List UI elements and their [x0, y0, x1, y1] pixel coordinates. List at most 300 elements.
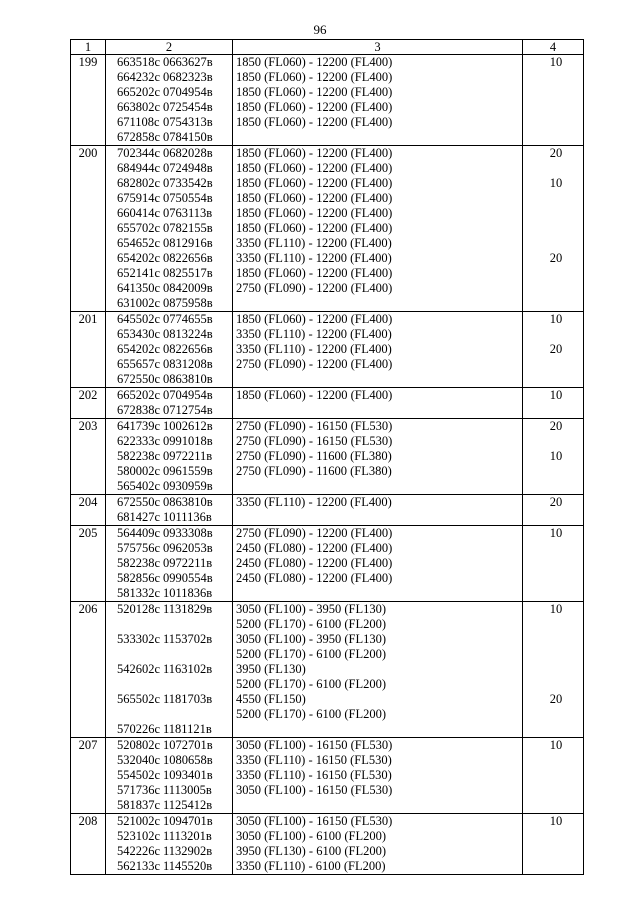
- altitude-range: 3050 (FL100) - 16150 (FL530): [236, 814, 393, 828]
- longitude-code: 1002612в: [163, 419, 213, 433]
- point-pair: [106, 722, 232, 737]
- point-pair: [106, 844, 232, 859]
- altitude-range: 5200 (FL170) - 6100 (FL200): [236, 707, 386, 721]
- row-number-cell: [71, 738, 106, 814]
- point-pair: [106, 419, 232, 434]
- longitude-code: 1163102в: [163, 662, 213, 676]
- point-pair: [106, 859, 232, 874]
- points-cell: [106, 526, 233, 602]
- latitude-code: 672550с: [117, 495, 161, 509]
- longitude-code: 1125412в: [163, 798, 213, 812]
- longitude-code: 0842009в: [163, 281, 213, 295]
- row-number-cell: [71, 312, 106, 388]
- altitude-range: 3950 (FL130): [236, 662, 306, 676]
- count-value: 10: [549, 388, 563, 402]
- altitude-range: 2750 (FL090) - 12200 (FL400): [236, 357, 393, 371]
- counts-cell: [523, 526, 584, 602]
- point-pair: [106, 388, 232, 403]
- altitude-range: 2450 (FL080) - 12200 (FL400): [236, 556, 393, 570]
- row-number: 208: [78, 814, 98, 828]
- longitude-code: 0875958в: [163, 296, 213, 310]
- latitude-code: 564409с: [117, 526, 161, 540]
- altitude-range: [233, 586, 522, 601]
- count-value: [523, 707, 583, 722]
- row-number: 204: [78, 495, 98, 509]
- altitude-range: [233, 722, 522, 737]
- longitude-code: 0754313в: [163, 115, 213, 129]
- longitude-code: 1181121в: [163, 722, 212, 736]
- longitude-code: 1113201в: [163, 829, 212, 843]
- point-pair: [106, 236, 232, 251]
- table-row: [71, 419, 584, 495]
- point-pair: [106, 662, 232, 677]
- count-value: 10: [549, 176, 563, 190]
- counts-cell: [523, 814, 584, 875]
- counts-cell: [523, 312, 584, 388]
- longitude-code: 0704954в: [163, 85, 213, 99]
- point-pair: [106, 434, 232, 449]
- latitude-code: 582856с: [117, 571, 161, 585]
- table-row: [71, 55, 584, 146]
- point-pair: [106, 115, 232, 130]
- point-pair: [106, 251, 232, 266]
- point-pair: [106, 738, 232, 753]
- count-value: [523, 571, 583, 586]
- point-pair: [106, 602, 232, 617]
- row-number-cell: [71, 419, 106, 495]
- latitude-code: 665202с: [117, 85, 161, 99]
- point-pair: [106, 312, 232, 327]
- longitude-code: 0750554в: [163, 191, 213, 205]
- longitude-code: 1094701в: [163, 814, 213, 828]
- header-row: [71, 40, 584, 55]
- longitude-code: 0822656в: [163, 251, 213, 265]
- point-pair: [106, 403, 232, 418]
- header-col-3: 3: [233, 40, 523, 55]
- latitude-code: 562133с: [117, 859, 161, 873]
- counts-cell: [523, 602, 584, 738]
- longitude-code: 0682028в: [163, 146, 213, 160]
- longitude-code: 1011136в: [163, 510, 212, 524]
- point-pair: [106, 632, 232, 647]
- point-pair: [106, 85, 232, 100]
- count-value: [523, 372, 583, 387]
- count-value: [523, 296, 583, 311]
- count-value: [523, 768, 583, 783]
- altitude-range: 1850 (FL060) - 12200 (FL400): [236, 176, 393, 190]
- counts-cell: [523, 388, 584, 419]
- altitude-range: 3050 (FL100) - 3950 (FL130): [236, 602, 386, 616]
- altitude-range: 1850 (FL060) - 12200 (FL400): [236, 206, 393, 220]
- count-value: [523, 844, 583, 859]
- row-number: 203: [78, 419, 98, 433]
- count-value: 10: [549, 55, 563, 69]
- latitude-code: 542602с: [117, 662, 161, 676]
- altitude-range: 1850 (FL060) - 12200 (FL400): [236, 55, 393, 69]
- altitude-range: 3350 (FL110) - 12200 (FL400): [236, 236, 392, 250]
- altitude-range: 5200 (FL170) - 6100 (FL200): [236, 617, 386, 631]
- point-pair: [106, 161, 232, 176]
- point-pair: [106, 327, 232, 342]
- point-pair: [106, 495, 232, 510]
- point-pair: [106, 100, 232, 115]
- count-value: [523, 647, 583, 662]
- longitude-code: 0972211в: [163, 556, 213, 570]
- point-pair: [106, 798, 232, 813]
- count-value: 20: [549, 692, 563, 706]
- latitude-code: 622333с: [117, 434, 161, 448]
- altitude-range: 4550 (FL150): [236, 692, 306, 706]
- count-value: [523, 115, 583, 130]
- altitude-range: [233, 403, 522, 418]
- count-value: [523, 479, 583, 494]
- latitude-code: 532040с: [117, 753, 161, 767]
- count-value: [523, 753, 583, 768]
- longitude-code: 0782155в: [163, 221, 213, 235]
- altitude-range: 5200 (FL170) - 6100 (FL200): [236, 677, 386, 691]
- row-number-cell: [71, 495, 106, 526]
- latitude-code: 654652с: [117, 236, 161, 250]
- points-cell: [106, 495, 233, 526]
- points-cell: [106, 814, 233, 875]
- points-cell: [106, 388, 233, 419]
- point-pair: [106, 768, 232, 783]
- point-pair: [106, 221, 232, 236]
- longitude-code: 0863810в: [163, 495, 213, 509]
- count-value: [523, 617, 583, 632]
- count-value: 20: [549, 495, 563, 509]
- count-value: [523, 829, 583, 844]
- altitudes-cell: [233, 738, 523, 814]
- count-value: 20: [549, 146, 563, 160]
- point-pair: [106, 814, 232, 829]
- counts-cell: [523, 738, 584, 814]
- altitude-range: 2750 (FL090) - 11600 (FL380): [236, 449, 392, 463]
- longitude-code: 0733542в: [163, 176, 213, 190]
- count-value: [523, 632, 583, 647]
- longitude-code: 0763113в: [163, 206, 213, 220]
- longitude-code: 1011836в: [163, 586, 213, 600]
- row-number: 201: [78, 312, 98, 326]
- latitude-code: 671108с: [117, 115, 160, 129]
- latitude-code: 645502с: [117, 312, 161, 326]
- latitude-code: 655702с: [117, 221, 161, 235]
- point-pair: [106, 677, 232, 692]
- count-value: [523, 281, 583, 296]
- count-value: [523, 221, 583, 236]
- altitude-range: 3050 (FL100) - 6100 (FL200): [236, 829, 386, 843]
- counts-cell: [523, 495, 584, 526]
- count-value: [523, 783, 583, 798]
- count-value: [523, 85, 583, 100]
- count-value: [523, 541, 583, 556]
- point-pair: [106, 130, 232, 145]
- latitude-code: 533302с: [117, 632, 161, 646]
- altitude-range: 1850 (FL060) - 12200 (FL400): [236, 115, 393, 129]
- table-row: [71, 388, 584, 419]
- point-pair: [106, 586, 232, 601]
- point-pair: [106, 479, 232, 494]
- count-value: [523, 722, 583, 737]
- point-pair: [106, 372, 232, 387]
- point-pair: [106, 510, 232, 525]
- point-pair: [106, 571, 232, 586]
- altitude-range: [233, 510, 522, 525]
- longitude-code: 0682323в: [163, 70, 213, 84]
- longitude-code: 1132902в: [163, 844, 213, 858]
- latitude-code: 660414с: [117, 206, 161, 220]
- altitude-range: 3350 (FL110) - 16150 (FL530): [236, 768, 392, 782]
- count-value: [523, 357, 583, 372]
- point-pair: [106, 783, 232, 798]
- latitude-code: 520802с: [117, 738, 161, 752]
- latitude-code: 641739с: [117, 419, 161, 433]
- count-value: 10: [549, 312, 563, 326]
- longitude-code: 1181703в: [163, 692, 213, 706]
- count-value: 10: [549, 526, 563, 540]
- altitude-range: 3950 (FL130) - 6100 (FL200): [236, 844, 386, 858]
- latitude-code: 663518с: [117, 55, 161, 69]
- latitude-code: 672858с: [117, 130, 161, 144]
- page-number: 96: [313, 22, 327, 37]
- counts-cell: [523, 55, 584, 146]
- count-value: [523, 677, 583, 692]
- point-pair: [106, 357, 232, 372]
- altitude-range: 3350 (FL110) - 12200 (FL400): [236, 251, 392, 265]
- altitude-range: 3050 (FL100) - 3950 (FL130): [236, 632, 386, 646]
- altitude-range: 2750 (FL090) - 12200 (FL400): [236, 281, 393, 295]
- header-col-4: 4: [523, 40, 584, 55]
- row-number-cell: [71, 388, 106, 419]
- altitude-range: 3350 (FL110) - 12200 (FL400): [236, 327, 392, 341]
- latitude-code: 520128с: [117, 602, 161, 616]
- longitude-code: 0863810в: [163, 372, 213, 386]
- latitude-code: 581332с: [117, 586, 161, 600]
- point-pair: [106, 70, 232, 85]
- point-pair: [106, 556, 232, 571]
- altitude-range: 2750 (FL090) - 12200 (FL400): [236, 526, 393, 540]
- count-value: [523, 161, 583, 176]
- table-body: [71, 55, 584, 875]
- row-number: 202: [78, 388, 98, 402]
- latitude-code: 654202с: [117, 342, 161, 356]
- latitude-code: 682802с: [117, 176, 161, 190]
- count-value: [523, 662, 583, 677]
- altitude-range: [233, 130, 522, 145]
- altitude-range: 2450 (FL080) - 12200 (FL400): [236, 541, 393, 555]
- count-value: [523, 586, 583, 601]
- point-pair: [106, 176, 232, 191]
- latitude-code: 521002с: [117, 814, 161, 828]
- altitude-range: 1850 (FL060) - 12200 (FL400): [236, 221, 393, 235]
- count-value: 10: [549, 602, 563, 616]
- count-value: [523, 327, 583, 342]
- count-value: 10: [549, 814, 563, 828]
- longitude-code: 1113005в: [163, 783, 212, 797]
- latitude-code: 675914с: [117, 191, 161, 205]
- point-pair: [106, 647, 232, 662]
- latitude-code: 681427с: [117, 510, 161, 524]
- point-pair: [106, 829, 232, 844]
- altitude-range: [233, 479, 522, 494]
- table-row: [71, 526, 584, 602]
- point-pair: [106, 692, 232, 707]
- longitude-code: 1153702в: [163, 632, 213, 646]
- point-pair: [106, 296, 232, 311]
- point-pair: [106, 707, 232, 722]
- point-pair: [106, 464, 232, 479]
- count-value: [523, 556, 583, 571]
- altitude-range: 3350 (FL110) - 12200 (FL400): [236, 342, 392, 356]
- altitude-range: 1850 (FL060) - 12200 (FL400): [236, 312, 393, 326]
- row-number-cell: [71, 146, 106, 312]
- altitude-range: 5200 (FL170) - 6100 (FL200): [236, 647, 386, 661]
- altitude-range: 1850 (FL060) - 12200 (FL400): [236, 146, 393, 160]
- latitude-code: 565502с: [117, 692, 161, 706]
- table-row: [71, 602, 584, 738]
- altitude-range: 3350 (FL110) - 12200 (FL400): [236, 495, 392, 509]
- latitude-code: 542226с: [117, 844, 161, 858]
- longitude-code: 0831208в: [163, 357, 213, 371]
- count-value: [523, 130, 583, 145]
- table-row: [71, 146, 584, 312]
- count-value: 20: [549, 342, 563, 356]
- latitude-code: 582238с: [117, 449, 161, 463]
- header-col-2: 2: [106, 40, 233, 55]
- altitude-range: 1850 (FL060) - 12200 (FL400): [236, 100, 393, 114]
- altitudes-cell: [233, 814, 523, 875]
- point-pair: [106, 449, 232, 464]
- altitudes-cell: [233, 55, 523, 146]
- points-cell: [106, 146, 233, 312]
- longitude-code: 0825517в: [163, 266, 213, 280]
- point-pair: [106, 55, 232, 70]
- altitudes-cell: [233, 312, 523, 388]
- points-cell: [106, 419, 233, 495]
- latitude-code: 571736с: [117, 783, 161, 797]
- points-cell: [106, 312, 233, 388]
- latitude-code: 565402с: [117, 479, 161, 493]
- altitude-range: [233, 372, 522, 387]
- altitude-range: 3050 (FL100) - 16150 (FL530): [236, 783, 393, 797]
- points-cell: [106, 602, 233, 738]
- altitudes-cell: [233, 419, 523, 495]
- point-pair: [106, 206, 232, 221]
- latitude-code: 631002с: [117, 296, 161, 310]
- longitude-code: 0990554в: [163, 571, 213, 585]
- row-number-cell: [71, 602, 106, 738]
- longitude-code: 0724948в: [163, 161, 213, 175]
- table-row: [71, 814, 584, 875]
- point-pair: [106, 281, 232, 296]
- latitude-code: 654202с: [117, 251, 161, 265]
- latitude-code: 663802с: [117, 100, 161, 114]
- latitude-code: 575756с: [117, 541, 161, 555]
- point-pair: [106, 617, 232, 632]
- altitude-range: 2750 (FL090) - 11600 (FL380): [236, 464, 392, 478]
- point-pair: [106, 146, 232, 161]
- count-value: 10: [549, 738, 563, 752]
- longitude-code: 0712754в: [163, 403, 213, 417]
- row-number: 207: [78, 738, 98, 752]
- latitude-code: 570226с: [117, 722, 161, 736]
- point-pair: [106, 541, 232, 556]
- altitude-range: 1850 (FL060) - 12200 (FL400): [236, 161, 393, 175]
- altitude-range: 2750 (FL090) - 16150 (FL530): [236, 419, 393, 433]
- latitude-code: 582238с: [117, 556, 161, 570]
- row-number: 206: [78, 602, 98, 616]
- altitude-range: 2450 (FL080) - 12200 (FL400): [236, 571, 393, 585]
- route-table: [70, 39, 584, 875]
- latitude-code: 653430с: [117, 327, 161, 341]
- latitude-code: 664232с: [117, 70, 161, 84]
- altitudes-cell: [233, 146, 523, 312]
- altitude-range: 1850 (FL060) - 12200 (FL400): [236, 70, 393, 84]
- row-number-cell: [71, 55, 106, 146]
- altitude-range: 1850 (FL060) - 12200 (FL400): [236, 85, 393, 99]
- points-cell: [106, 738, 233, 814]
- table-row: [71, 312, 584, 388]
- count-value: 10: [549, 449, 563, 463]
- latitude-code: 581837с: [117, 798, 161, 812]
- altitude-range: [233, 798, 522, 813]
- longitude-code: 1093401в: [163, 768, 213, 782]
- count-value: [523, 100, 583, 115]
- longitude-code: 1080658в: [163, 753, 213, 767]
- count-value: [523, 464, 583, 479]
- longitude-code: 0933308в: [163, 526, 213, 540]
- longitude-code: 0784150в: [163, 130, 213, 144]
- latitude-code: 665202с: [117, 388, 161, 402]
- longitude-code: 0663627в: [163, 55, 213, 69]
- longitude-code: 1131829в: [163, 602, 213, 616]
- latitude-code: 672838с: [117, 403, 161, 417]
- altitude-range: 3350 (FL110) - 16150 (FL530): [236, 753, 392, 767]
- count-value: [523, 191, 583, 206]
- count-value: [523, 70, 583, 85]
- latitude-code: 523102с: [117, 829, 161, 843]
- latitude-code: 684944с: [117, 161, 161, 175]
- altitudes-cell: [233, 526, 523, 602]
- longitude-code: 0813224в: [163, 327, 213, 341]
- count-value: [523, 236, 583, 251]
- altitude-range: 1850 (FL060) - 12200 (FL400): [236, 266, 393, 280]
- count-value: [523, 266, 583, 281]
- longitude-code: 0812916в: [163, 236, 213, 250]
- longitude-code: 0822656в: [163, 342, 213, 356]
- altitudes-cell: [233, 495, 523, 526]
- latitude-code: 702344с: [117, 146, 161, 160]
- longitude-code: 0972211в: [163, 449, 213, 463]
- longitude-code: 0991018в: [163, 434, 213, 448]
- latitude-code: 641350с: [117, 281, 161, 295]
- latitude-code: 672550с: [117, 372, 161, 386]
- longitude-code: 0930959в: [163, 479, 213, 493]
- row-number: 199: [78, 55, 98, 69]
- points-cell: [106, 55, 233, 146]
- longitude-code: 0961559в: [163, 464, 213, 478]
- count-value: [523, 434, 583, 449]
- count-value: [523, 510, 583, 525]
- longitude-code: 0774655в: [163, 312, 213, 326]
- point-pair: [106, 191, 232, 206]
- point-pair: [106, 342, 232, 357]
- table-row: [71, 738, 584, 814]
- count-value: [523, 859, 583, 874]
- row-number: 200: [78, 146, 98, 160]
- count-value: [523, 403, 583, 418]
- count-value: [523, 798, 583, 813]
